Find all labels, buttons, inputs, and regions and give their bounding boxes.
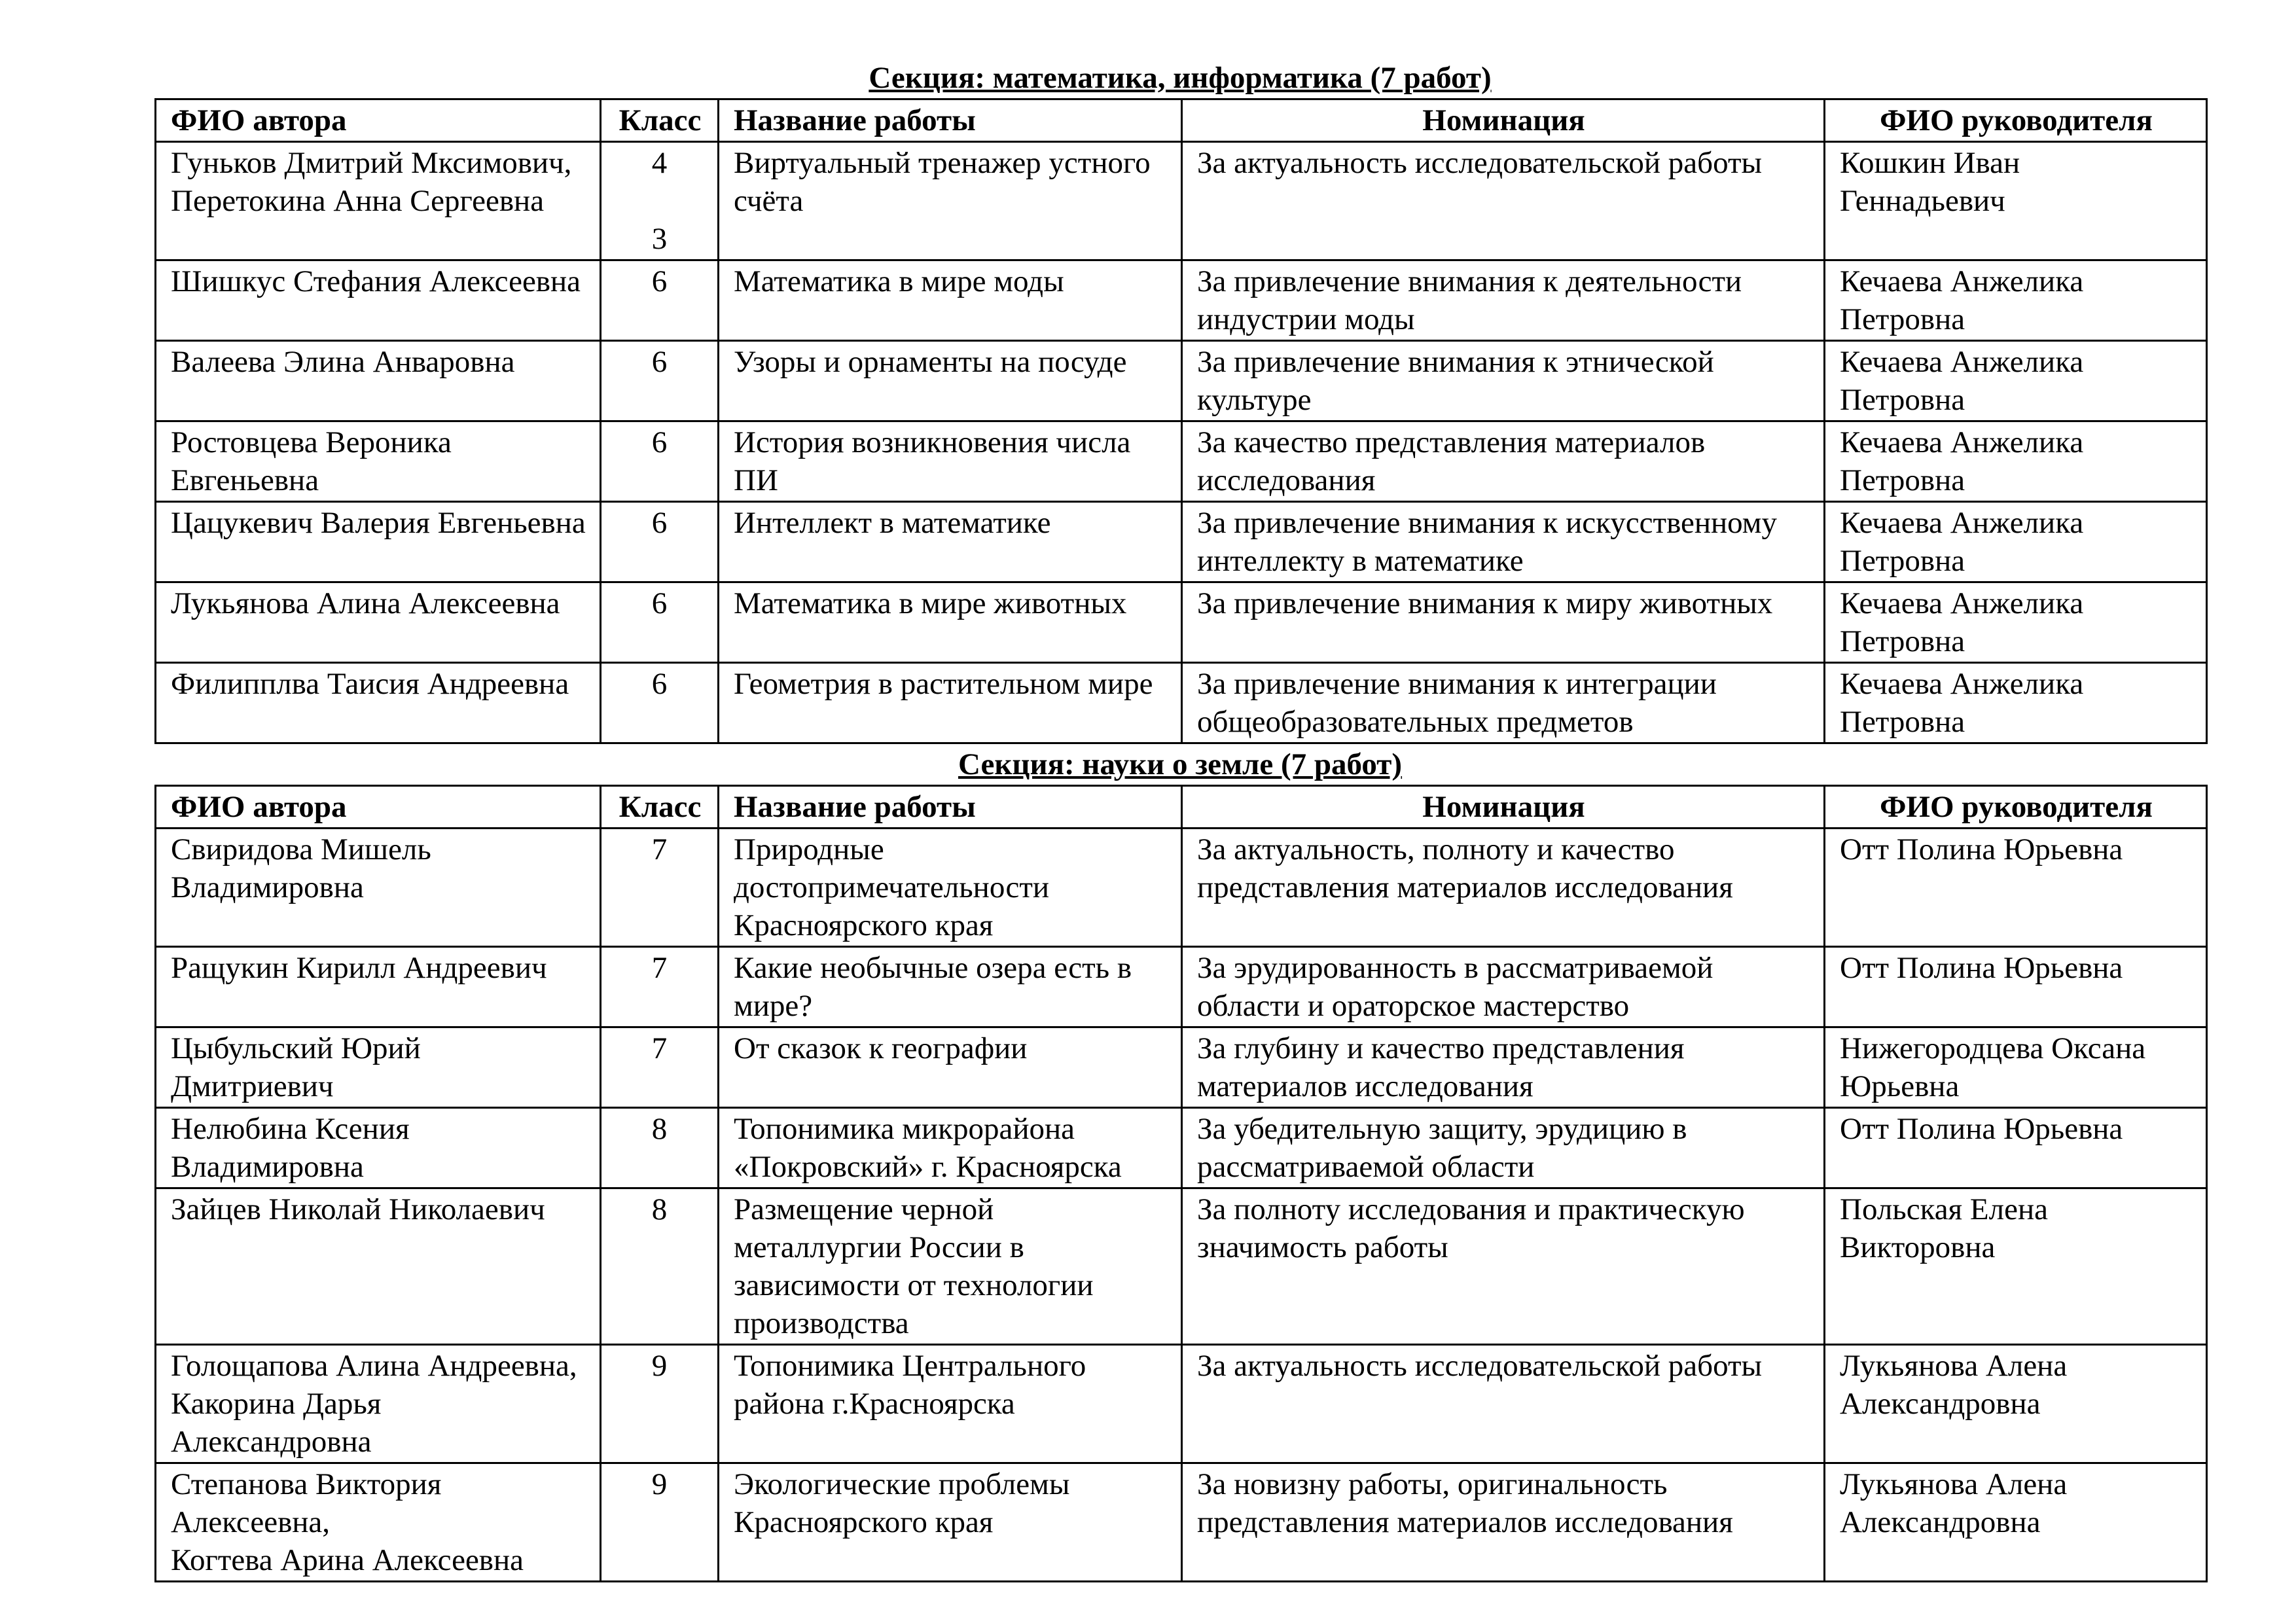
author-name: Когтева Арина Алексеевна xyxy=(171,1543,524,1577)
grade-value: 3 xyxy=(651,222,668,256)
supervisor-cell: Кечаева Анжелика Петровна xyxy=(1825,260,2207,341)
nomination-cell: За полноту исследования и практическую значимость работы xyxy=(1182,1188,1825,1345)
author-cell: Зайцев Николай Николаевич xyxy=(156,1188,601,1345)
header-supervisor: ФИО руководителя xyxy=(1825,786,2207,829)
grade-cell: 6 xyxy=(601,260,719,341)
author-name: Степанова Виктория Алексеевна, xyxy=(171,1467,442,1539)
table-row xyxy=(156,1188,2207,1345)
title-cell: Математика в мире моды xyxy=(719,260,1182,341)
title-cell: Размещение черной металлургии России в зависимости от технологии производства xyxy=(719,1188,1182,1345)
supervisor-cell: Лукьянова Алена Александровна xyxy=(1825,1463,2207,1582)
nomination-cell: За глубину и качество представления материалов исследования xyxy=(1182,1027,1825,1108)
title-cell: Интеллект в математике xyxy=(719,502,1182,582)
nomination-cell: За качество представления материалов исследования xyxy=(1182,421,1825,502)
header-title: Название работы xyxy=(719,99,1182,142)
nomination-cell: За эрудированность в рассматриваемой области и ораторское мастерство xyxy=(1182,947,1825,1027)
table-row xyxy=(156,582,2207,663)
supervisor-cell: Отт Полина Юрьевна xyxy=(1825,1108,2207,1188)
author-cell: Ращукин Кирилл Андреевич xyxy=(156,947,601,1027)
author-cell: Ростовцева Вероника Евгеньевна xyxy=(156,421,601,502)
supervisor-cell: Кечаева Анжелика Петровна xyxy=(1825,502,2207,582)
grade-value: 4 xyxy=(651,146,668,180)
table-header-row xyxy=(156,786,2207,829)
title-cell: Виртуальный тренажер устного счёта xyxy=(719,142,1182,260)
grade-cell: 6 xyxy=(601,341,719,421)
title-cell: Топонимика микрорайона «Покровский» г. Красноярска xyxy=(719,1108,1182,1188)
document-page xyxy=(154,58,2206,1582)
grade-cell: 6 xyxy=(601,502,719,582)
title-cell: История возникновения числа ПИ xyxy=(719,421,1182,502)
grade-cell: 6 xyxy=(601,663,719,743)
header-nomination: Номинация xyxy=(1182,99,1825,142)
grade-cell: 8 xyxy=(601,1108,719,1188)
section-table xyxy=(154,785,2208,1582)
author-cell xyxy=(156,142,601,260)
nomination-cell: За привлечение внимания к миру животных xyxy=(1182,582,1825,663)
table-row xyxy=(156,947,2207,1027)
header-grade: Класс xyxy=(601,786,719,829)
header-supervisor: ФИО руководителя xyxy=(1825,99,2207,142)
table-row xyxy=(156,1463,2207,1582)
table-row xyxy=(156,1027,2207,1108)
author-cell: Цыбульский Юрий Дмитриевич xyxy=(156,1027,601,1108)
author-cell xyxy=(156,1463,601,1582)
nomination-cell: За актуальность исследовательской работы xyxy=(1182,1345,1825,1463)
grade-cell xyxy=(601,142,719,260)
author-cell: Голощапова Алина Андреевна, Какорина Дарья Александровна xyxy=(156,1345,601,1463)
supervisor-cell: Лукьянова Алена Александровна xyxy=(1825,1345,2207,1463)
grade-cell: 6 xyxy=(601,421,719,502)
title-cell: Геометрия в растительном мире xyxy=(719,663,1182,743)
title-cell: Топонимика Центрального района г.Красноярска xyxy=(719,1345,1182,1463)
title-cell: Экологические проблемы Красноярского края xyxy=(719,1463,1182,1582)
section-table xyxy=(154,98,2208,744)
nomination-cell: За привлечение внимания к деятельности индустрии моды xyxy=(1182,260,1825,341)
grade-cell: 7 xyxy=(601,1027,719,1108)
supervisor-cell: Польская Елена Викторовна xyxy=(1825,1188,2207,1345)
title-cell: Узоры и орнаменты на посуде xyxy=(719,341,1182,421)
table-row xyxy=(156,663,2207,743)
author-cell: Шишкус Стефания Алексеевна xyxy=(156,260,601,341)
grade-cell: 9 xyxy=(601,1345,719,1463)
supervisor-cell: Нижегородцева Оксана Юрьевна xyxy=(1825,1027,2207,1108)
author-name: Гуньков Дмитрий Мксимович, xyxy=(171,146,572,180)
nomination-cell: За актуальность исследовательской работы xyxy=(1182,142,1825,260)
table-row xyxy=(156,341,2207,421)
table-row xyxy=(156,1108,2207,1188)
author-cell: Цацукевич Валерия Евгеньевна xyxy=(156,502,601,582)
author-cell: Валеева Элина Анваровна xyxy=(156,341,601,421)
nomination-cell: За привлечение внимания к искусственному интеллекту в математике xyxy=(1182,502,1825,582)
author-cell: Лукьянова Алина Алексеевна xyxy=(156,582,601,663)
header-author: ФИО автора xyxy=(156,786,601,829)
header-grade: Класс xyxy=(601,99,719,142)
author-name: Перетокина Анна Сергеевна xyxy=(171,184,545,218)
title-cell: Природные достопримечательности Красноярского края xyxy=(719,829,1182,947)
supervisor-cell: Кошкин Иван Геннадьевич xyxy=(1825,142,2207,260)
header-nomination: Номинация xyxy=(1182,786,1825,829)
table-row xyxy=(156,260,2207,341)
table-row xyxy=(156,502,2207,582)
section-title: Секция: математика, информатика (7 работ) xyxy=(869,61,1492,95)
author-cell: Свиридова Мишель Владимировна xyxy=(156,829,601,947)
title-cell: От сказок к географии xyxy=(719,1027,1182,1108)
grade-cell: 7 xyxy=(601,829,719,947)
supervisor-cell: Кечаева Анжелика Петровна xyxy=(1825,421,2207,502)
title-cell: Математика в мире животных xyxy=(719,582,1182,663)
table-header-row xyxy=(156,99,2207,142)
nomination-cell: За привлечение внимания к интеграции общеобразовательных предметов xyxy=(1182,663,1825,743)
nomination-cell: За привлечение внимания к этнической культуре xyxy=(1182,341,1825,421)
nomination-cell: За актуальность, полноту и качество представления материалов исследования xyxy=(1182,829,1825,947)
table-row xyxy=(156,421,2207,502)
table-row xyxy=(156,1345,2207,1463)
nomination-cell: За убедительную защиту, эрудицию в рассматриваемой области xyxy=(1182,1108,1825,1188)
title-cell: Какие необычные озера есть в мире? xyxy=(719,947,1182,1027)
nomination-cell: За новизну работы, оригинальность представления материалов исследования xyxy=(1182,1463,1825,1582)
supervisor-cell: Кечаева Анжелика Петровна xyxy=(1825,663,2207,743)
grade-cell: 8 xyxy=(601,1188,719,1345)
grade-cell: 9 xyxy=(601,1463,719,1582)
author-cell: Нелюбина Ксения Владимировна xyxy=(156,1108,601,1188)
table-row xyxy=(156,142,2207,260)
author-cell: Филипплва Таисия Андреевна xyxy=(156,663,601,743)
grade-cell: 6 xyxy=(601,582,719,663)
supervisor-cell: Кечаева Анжелика Петровна xyxy=(1825,582,2207,663)
supervisor-cell: Кечаева Анжелика Петровна xyxy=(1825,341,2207,421)
supervisor-cell: Отт Полина Юрьевна xyxy=(1825,947,2207,1027)
table-row xyxy=(156,829,2207,947)
section-title: Секция: науки о земле (7 работ) xyxy=(958,747,1403,781)
header-author: ФИО автора xyxy=(156,99,601,142)
grade-cell: 7 xyxy=(601,947,719,1027)
supervisor-cell: Отт Полина Юрьевна xyxy=(1825,829,2207,947)
header-title: Название работы xyxy=(719,786,1182,829)
